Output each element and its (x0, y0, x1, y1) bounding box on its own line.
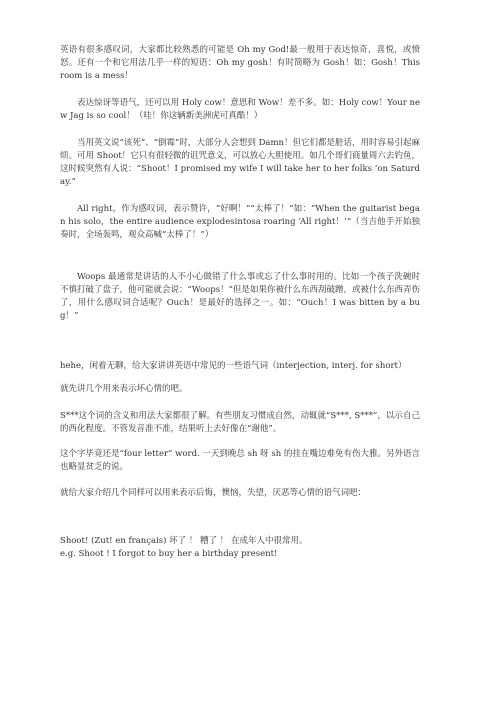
paragraph-example: e.g. Shoot ! I forgot to buy her a birthday present! (60, 549, 278, 559)
paragraph-hehe: hehe，闲着无聊，给大家讲讲英语中常见的一些语气词（interjection, interj. for short） (60, 361, 407, 371)
paragraph-introduce: 就给大家介绍几个同样可以用来表示后悔，懊恼，失望，厌恶等心情的语气词吧： (60, 488, 367, 498)
paragraph-s-word: S***这个词的含义和用法大家都很了解。有些朋友习惯成自然，动辄就“S***, S***”，以示自己的西化程度。不管发音准不准，结果听上去好像在“谢他”。 (60, 411, 420, 434)
paragraph-woops: Woops 最通常是讲话的人不小心做错了什么事或忘了什么事时用的。比如一个孩子洗碗时不慎打破了盘子，他可能就会说：“Woops！”但是如果你被什么东西刮破蹭，或被什么东西弄伤了，用什么感叹词合适呢？Ouch！是最好的选择之一。如：“Ouch！I was bitten by a bug！” (60, 272, 420, 321)
paragraph-four-letter: 这个字毕竟还是“four letter” word. 一天到晚总 sh 呀 sh 的挂在嘴边难免有伤大雅。另外语言也略显贫乏的说。 (60, 449, 420, 472)
paragraph-shoot: 当用英文说“该死”、“倒霉”时，大部分人会想到 Damn！但它们都是脏话，用时容易引起麻烦。可用 Shoot！它只有很轻微的诅咒意义，可以放心大胆使用。如几个哥们商量周六去钓鱼，这时候突然有人说：“Shoot！I promised my wife I will take her to her folks ’on Saturday.” (60, 138, 421, 187)
paragraph-holy-cow: 表达惊讶等语气，还可以用 Holy cow！意思和 Wow！差不多。如：Holy cow！Your new Jag is so cool！（哇！你这辆新美洲虎可真酷！） (60, 98, 420, 121)
paragraph-bad-mood: 就先讲几个用来表示坏心情的吧。 (60, 384, 188, 394)
paragraph-shoot-zut: Shoot! (Zut! en français) 坏了 ！ 糟了 ！ 在成年人中很常用。 (60, 536, 308, 546)
paragraph-all-right: All right，作为感叹词，表示赞许，“好啊！”“太棒了！”如：“When the guitarist began his solo，the entire audience explodesintosa roaring ‘All right！’”（当吉他手开始独奏时，全场轰鸣，观众高喊“太棒了！”） (60, 204, 420, 240)
paragraph-intro: 英语有很多感叹词，大家都比较熟悉的可能是 Oh my God!最一般用于表达惊奇，喜悦，或愤怒。还有一个和它用法几乎一样的短语：Oh my gosh！有时简略为 Gosh！如：Gosh！This room is a mess！ (60, 45, 420, 81)
